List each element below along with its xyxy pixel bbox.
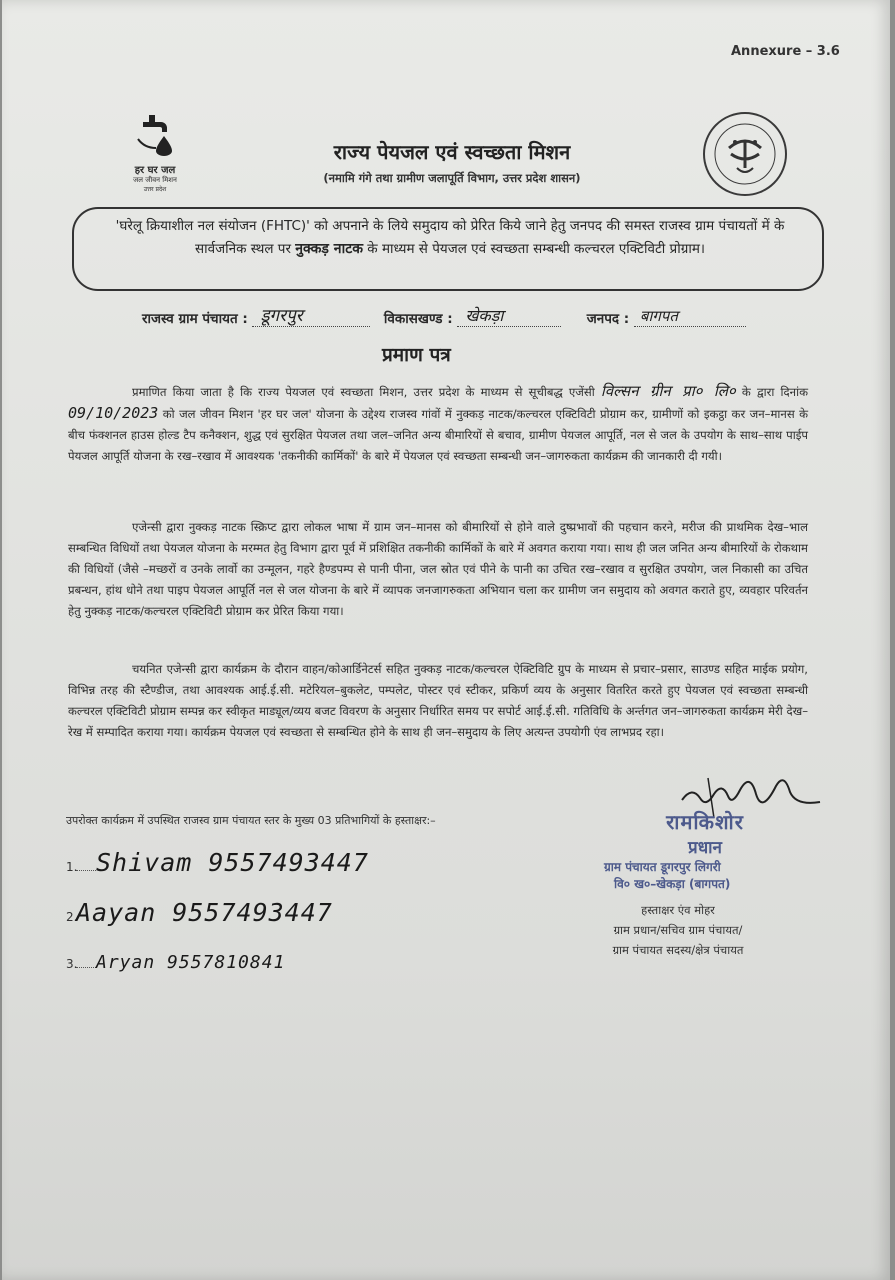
participants-label: उपरोक्त कार्यक्रम में उपस्थित राजस्व ग्राम पंचायत स्तर के मुख्य 03 प्रतिभागियों के हस्ताक्षर:– — [66, 814, 436, 827]
logo-line-3: उत्तर प्रदेश — [143, 186, 167, 193]
paragraph-1 — [68, 381, 808, 467]
location-fields — [142, 303, 746, 327]
certificate-title: प्रमाण पत्र — [382, 344, 451, 366]
para1-text-a: प्रमाणित किया जाता है कि राज्य पेयजल एवं स्वच्छता मिशन, उत्तर प्रदेश के माध्यम से सूचीबद्ध एजेंसी — [132, 385, 601, 399]
participant-signature-2 — [66, 898, 333, 927]
para1-text-b: के द्वारा दिनांक — [735, 385, 808, 399]
logo-line-1: हर घर जल — [134, 165, 176, 176]
district-value: बागपत — [639, 307, 678, 325]
paragraph-3 — [68, 659, 808, 743]
sign-line-3: ग्राम पंचायत सदस्य/क्षेत्र पंचायत — [612, 943, 744, 957]
agency-name-handwritten: विल्सन ग्रीन प्रा० लि० — [600, 382, 736, 400]
participant-handwriting: Aryan 9557810841 — [96, 952, 286, 973]
mission-title: राज्य पेयजल एवं स्वच्छता मिशन — [333, 140, 571, 164]
jal-jeevan-mission-logo — [109, 112, 201, 193]
program-text-after: के माध्यम से पेयजल एवं स्वच्छता सम्बन्धी कल्चरल एक्टिविटी प्रोग्राम। — [363, 241, 706, 257]
gram-panchayat-value: डूगरपुर — [260, 306, 303, 326]
pradhan-stamp — [600, 808, 810, 892]
stamp-designation: प्रधान — [688, 838, 722, 858]
program-date-handwritten: 09/10/2023 — [68, 404, 159, 422]
program-description — [100, 215, 800, 261]
participant-number: 3. — [66, 957, 78, 971]
sign-line-2: ग्राम प्रधान/सचिव ग्राम पंचायत/ — [613, 923, 743, 937]
water-tap-icon — [135, 112, 175, 156]
participant-handwriting: Aayan 9557493447 — [76, 898, 333, 927]
block-field — [457, 304, 561, 327]
district-field — [634, 306, 746, 327]
mission-subtitle: (नमामि गंगे तथा ग्रामीण जलापूर्ति विभाग, उत्तर प्रदेश शासन) — [323, 171, 581, 185]
program-text-bold: नुक्कड़ नाटक — [295, 241, 364, 257]
logo-line-2: जल जीवन मिशन — [133, 176, 177, 184]
annexure-label: Annexure – 3.6 — [731, 44, 840, 59]
block-label: विकासखण्ड : — [383, 311, 453, 327]
paragraph-2 — [68, 517, 808, 622]
stamp-panchayat: ग्राम पंचायत डूगरपुर लिगरी — [604, 860, 721, 874]
block-value: खेकड़ा — [465, 306, 504, 325]
participant-handwriting: Shivam 9557493447 — [96, 848, 369, 877]
program-text-before: 'घरेलू क्रियाशील नल संयोजन (FHTC)' को अपनाने के लिये समुदाय को प्रेरित किये जाने हेतु जनपद की समस्त राजस्व ग्राम पंचायतों में के सार्वजनिक स्थल पर — [115, 218, 785, 257]
program-description-box — [72, 207, 824, 291]
sign-line-1: हस्ताक्षर एंव मोहर — [641, 903, 715, 917]
gram-panchayat-field — [252, 303, 370, 327]
participant-number: 1. — [66, 860, 78, 874]
signatory-designation — [558, 900, 798, 960]
participant-signature-1 — [66, 848, 369, 877]
stamp-block: वि० ख०–खेकड़ा (बागपत) — [614, 877, 731, 891]
district-label: जनपद : — [586, 311, 630, 327]
participant-number: 2. — [66, 910, 78, 924]
stamp-name: रामकिशोर — [666, 810, 744, 834]
document-page — [2, 0, 890, 1280]
gram-panchayat-label: राजस्व ग्राम पंचायत : — [142, 311, 248, 327]
para3-text: चयनित एजेन्सी द्वारा कार्यक्रम के दौरान वाहन/कोआर्डिनेटर्स सहित नुक्कड़ नाटक/कल्चरल ऐक्टिविटि ग्रुप के माध्यम से प्रचार–प्रसार, साउण्ड सहित माईक प्रयोग, विभिन्न तरह की स्टैण्डीज, तथा आवश्यक आई.ई.सी. मटेरियल–बुकलेट, पम्पलेट, पोस्टर एवं स्टीकर, प्रकिर्ण व्यय के अनुसार वितरित करते हुए पेयजल एवं स्वच्छता सम्बन्धी कल्चरल एक्टिविटी प्रोग्राम सम्पन्न कर स्वीकृत माड्यूल/व्यय बजट विवरण के अनुसार निर्धारित समय पर सपोर्ट आई.ई.सी. गतिविधि के अर्न्तगत जन–जागरुकता कार्यक्रम मेरी देख–रेख में सम्पादित कराया गया। कार्यक्रम पेयजल एवं स्वच्छता से सम्बन्धित होने के साथ ही जन–समुदाय के लिए अत्यन्त उपयोगी एंव लाभप्रद रहा। — [68, 662, 808, 739]
para1-text-c: को जल जीवन मिशन 'हर घर जल' योजना के उद्देश्य राजस्व गांवों में नुक्कड़ नाटक/कल्चरल एक्टिविटी प्रोग्राम कर, ग्रामीणों को इकट्ठा कर जन–मानस के बीच फंक्शनल हाउस होल्ड टैप कनैक्शन, शुद्ध एवं सुरक्षित पेयजल तथा जल–जनित अन्य बीमारियों से बचाव, ग्रामीण पेयजल आपूर्ति, नल से जल के उपयोग के साथ–साथ पाईप पेयजल आपूर्ति योजना के रख–रखाव में आवश्यक 'तकनीकी कार्मिकों' के बारे में पेयजल एवं स्वच्छता सम्बन्धी जन–जागरुकता कार्यक्रम की जानकारी दी गयी। — [68, 407, 808, 463]
up-government-seal-icon — [701, 110, 789, 198]
para2-text: एजेन्सी द्वारा नुक्कड़ नाटक स्क्रिप्ट द्वारा लोकल भाषा में ग्राम जन–मानस को बीमारियों से होने वाले दुष्प्रभावों की पहचान करने, मरीज की प्राथमिक देख–भाल सम्बन्धित विधियों तथा पेयजल योजना के मरम्मत हेतु विभाग द्वारा पूर्व में प्रशिक्षित तकनीकी कार्मिकों के बारे में अवगत कराया गया। साथ ही जल जनित अन्य बीमारियों के रोकथाम की विधियों (जैसे –मच्छरों व उनके लार्वो का उन्मूलन, गहरे हैण्डपम्प से पानी पीना, जल स्रोत एवं पीने के पानी का उचित रख–रखाव व सुरक्षित उपयोग, जल निकासी का उचित प्रबन्धन, हांथ धोने तथा पाइप पेयजल आपूर्ति नल से जल योजना के बारे में व्यापक जनजागरुकता अभियान चला कर ग्रामीण जन समुदाय को अवगत कराते हुए, व्यवहार परिवर्तन हेतु नुक्कड़ नाटक/कल्चरल एक्टिविटी प्रोग्राम कर प्रेरित किया गया। — [68, 520, 808, 618]
participant-signature-3 — [66, 952, 285, 973]
